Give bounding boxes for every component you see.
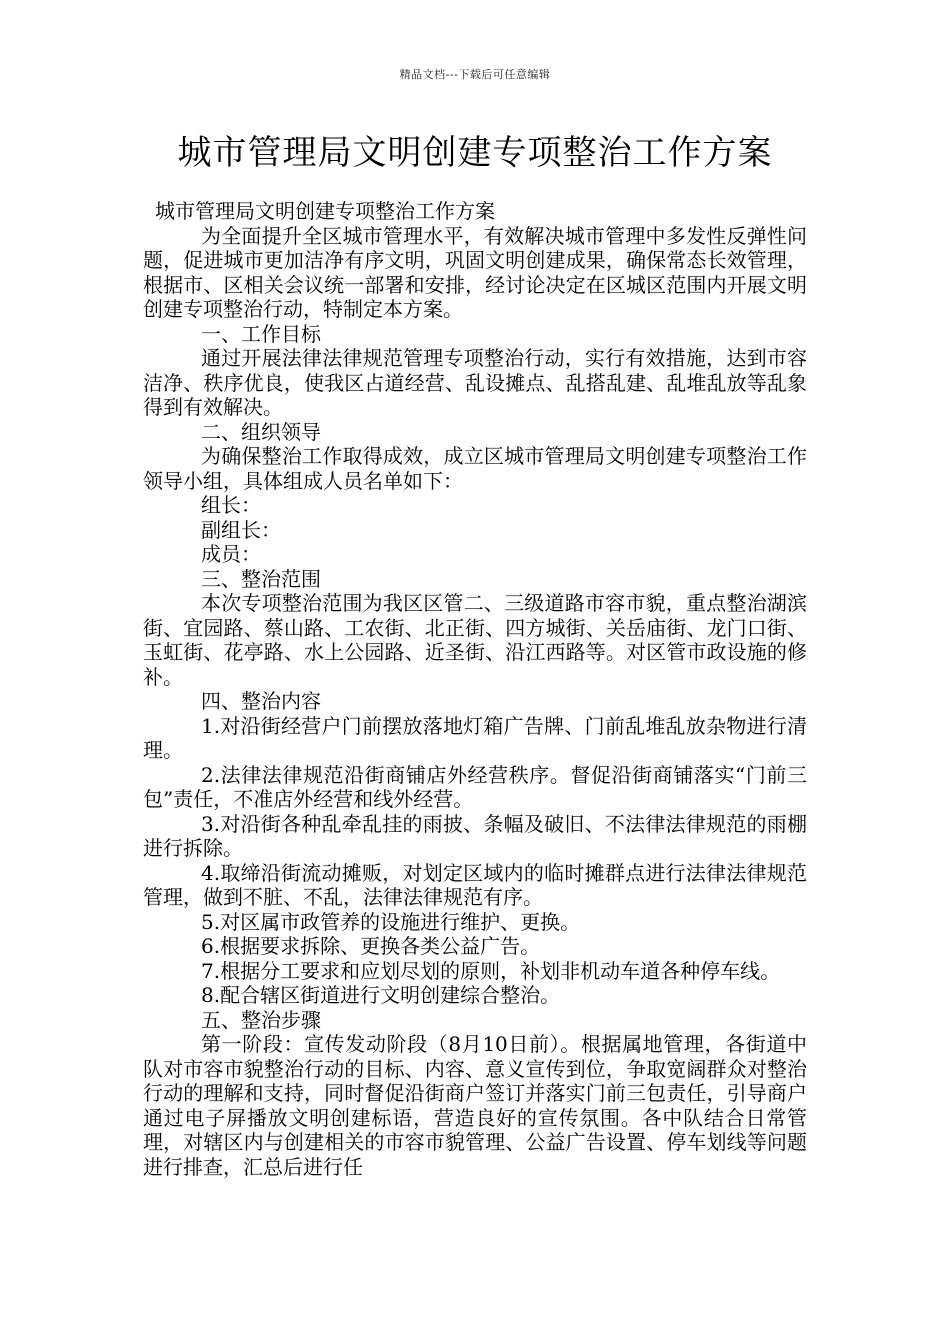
content-item-7: 7.根据分工要求和应划尽划的原则，补划非机动车道各种停车线。 — [201, 958, 781, 983]
page-header-note: 精品文档---下载后可任意编辑 — [399, 68, 551, 81]
deputy-leader-line: 副组长： — [201, 517, 281, 542]
content-item-5: 5.对区属市政管养的设施进行维护、更换。 — [201, 909, 581, 934]
content-item-3: 3.对沿街各种乱牵乱挂的雨披、条幅及破旧、不法律法律规范的雨棚进行拆除。 — [143, 811, 807, 860]
section-heading-goals: 一、工作目标 — [201, 321, 321, 346]
section-heading-leadership: 二、组织领导 — [201, 419, 321, 444]
section-heading-scope: 三、整治范围 — [201, 566, 321, 591]
goals-paragraph: 通过开展法律法律规范管理专项整治行动，实行有效措施，达到市容洁净、秩序优良，使我区占道经营、乱设摊点、乱搭乱建、乱堆乱放等乱象得到有效解决。 — [143, 346, 807, 419]
section-heading-steps: 五、整治步骤 — [201, 1007, 321, 1032]
steps-paragraph-phase-1: 第一阶段：宣传发动阶段（8月10日前）。根据属地管理，各街道中队对市容市貌整治行动的目标、内容、意义宣传到位，争取宽阔群众对整治行动的理解和支持，同时督促沿街商户签订并落实门前三包责任，引导商户通过电子屏播放文明创建标语，营造良好的宣传氛围。各中队结合日常管理，对辖区内与创建相关的市容市貌管理、公益广告设置、停车划线等问题进行排查，汇总后进行任 — [143, 1032, 807, 1179]
document-title: 城市管理局文明创建专项整治工作方案 — [177, 133, 773, 173]
content-item-4: 4.取缔沿街流动摊贩，对划定区域内的临时摊群点进行法律法律规范管理，做到不脏、不乱，法律法律规范有序。 — [143, 860, 807, 909]
content-item-8: 8.配合辖区街道进行文明创建综合整治。 — [201, 983, 561, 1007]
leadership-paragraph: 为确保整治工作取得成效，成立区城市管理局文明创建专项整治工作领导小组，具体组成人员名单如下： — [143, 444, 807, 493]
scope-paragraph: 本次专项整治范围为我区区管二、三级道路市容市貌，重点整治湖滨街、宜园路、蔡山路、工农街、北正街、四方城街、关岳庙街、龙门口街、玉虹街、花亭路、水上公园路、近圣街、沿江西路等。对区管市政设施的修补。 — [143, 591, 807, 689]
content-item-1: 1.对沿街经营户门前摆放落地灯箱广告牌、门前乱堆乱放杂物进行清理。 — [143, 713, 807, 762]
content-item-6: 6.根据要求拆除、更换各类公益广告。 — [201, 934, 541, 958]
document-subtitle: 城市管理局文明创建专项整治工作方案 — [155, 199, 495, 223]
members-line: 成员： — [201, 542, 261, 566]
document-body — [143, 199, 807, 1179]
intro-paragraph: 为全面提升全区城市管理水平，有效解决城市管理中多发性反弹性问题，促进城市更加洁净有序文明，巩固文明创建成果，确保常态长效管理，根据市、区相关会议统一部署和安排，经讨论决定在区城区范围内开展文明创建专项整治行动，特制定本方案。 — [143, 223, 807, 321]
leader-line: 组长： — [201, 493, 261, 517]
content-item-2: 2.法律法律规范沿街商铺店外经营秩序。督促沿街商铺落实“门前三包”责任，不准店外经营和线外经营。 — [143, 762, 807, 811]
section-heading-content: 四、整治内容 — [201, 689, 321, 713]
